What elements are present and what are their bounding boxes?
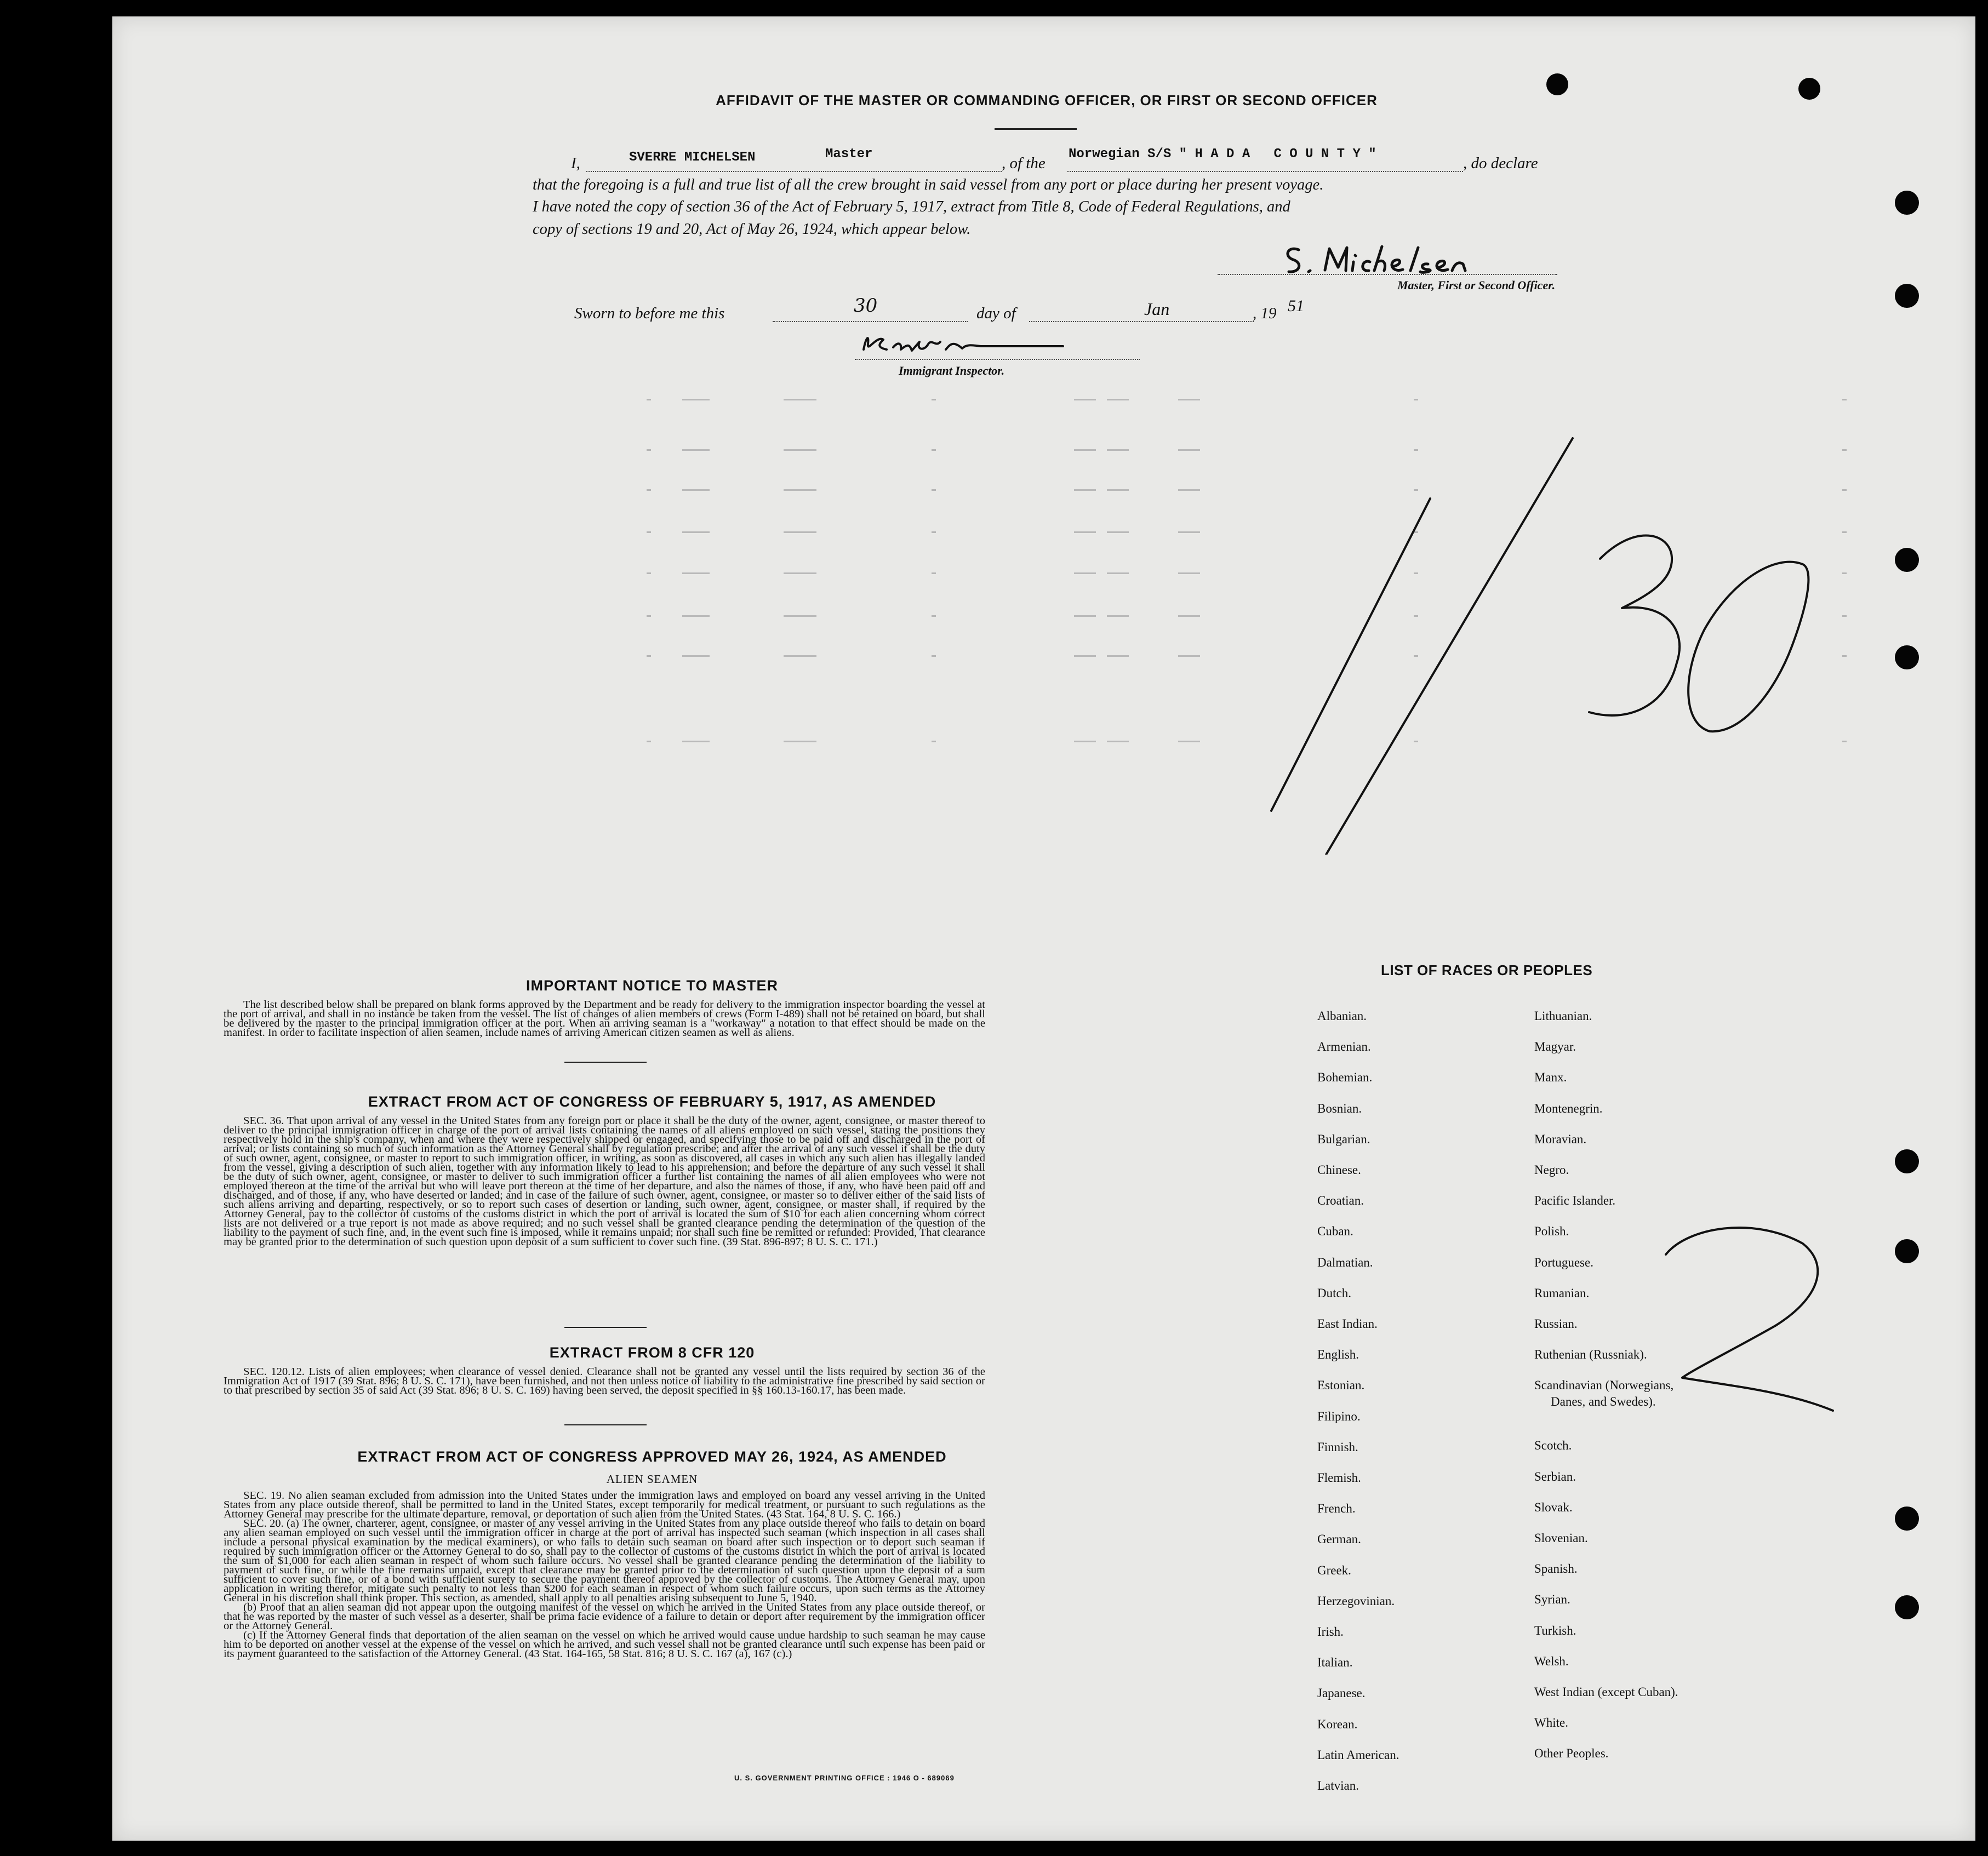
faint-mark [647,489,651,491]
faint-mark [1074,572,1096,574]
faint-mark [647,399,651,400]
faint-mark [1074,399,1096,400]
faint-mark [1074,615,1096,617]
sec-20c-paragraph: (c) If the Attorney General finds that deportation of the alien seaman on the vessel on which he arrived would cause undue hardship to such seaman he may cause him to be deported on another vessel at the expense of the vessel on which he arrived, and such vessel shall not be granted clearance until such expense has been paid or its payment guaranteed to the satisfaction of the Attorney General. (43 Stat. 164-165, 58 Stat. 816; 8 U. S. C. 167 (a), 167 (c).) [224,1629,985,1660]
faint-mark [932,615,936,617]
master-rank: Master [825,147,873,162]
faint-mark [1842,741,1847,742]
faint-mark [1842,615,1847,617]
race-item: Albanian. [1317,1009,1367,1023]
race-item: Pacific Islander. [1534,1194,1616,1208]
race-item: Herzegovinian. [1317,1594,1395,1608]
race-item: Scotch. [1534,1439,1572,1453]
faint-mark [1074,531,1096,533]
faint-mark [1178,655,1200,657]
faint-mark [1842,655,1847,657]
race-item: Lithuanian. [1534,1009,1592,1023]
punch-hole [1895,645,1919,669]
faint-mark [1107,531,1129,533]
faint-mark [647,615,651,617]
faint-mark [784,531,816,533]
race-item: Negro. [1534,1163,1569,1177]
notice-title: IMPORTANT NOTICE TO MASTER [526,977,778,994]
race-item: Cuban. [1317,1224,1353,1239]
faint-mark [682,449,710,451]
ink-blot [1798,78,1820,100]
faint-mark [1178,489,1200,491]
sec-19-paragraph: SEC. 19. No alien seaman excluded from admission into the United States under the immigration laws and employed on board any vessel arriving in the United States from any place outside thereof, shall be permitted to land in the United States, except temporarily for medical treatment, or pursuant to such regulations as the Attorney General may prescribe for the ultimate departure, removal, or deportation of such alien from the United States. (43 Stat. 164, 8 U. S. C. 166.) [224,1490,985,1520]
sworn-label: Sworn to before me this [574,305,725,322]
faint-mark [1107,655,1129,657]
master-name: SVERRE MICHELSEN [629,150,756,165]
race-item: Italian. [1317,1655,1353,1670]
punch-hole [1895,284,1919,308]
faint-mark [1107,741,1129,742]
race-item: Bohemian. [1317,1070,1373,1085]
race-item: Armenian. [1317,1040,1371,1054]
faint-mark [1178,399,1200,400]
race-item: French. [1317,1502,1356,1516]
notice-body [224,1000,985,1038]
faint-mark [1107,399,1129,400]
faint-mark [647,531,651,533]
race-item: Rumanian. [1534,1286,1590,1300]
handwritten-mark-2 [1644,1222,1841,1430]
faint-mark [784,399,816,400]
vessel-name: Norwegian S/S " H A D A C O U N T Y " [1069,147,1376,162]
faint-mark [647,449,651,451]
race-item: Welsh. [1534,1654,1569,1668]
faint-mark [784,489,816,491]
faint-mark [1842,572,1847,574]
race-item: Estonian. [1317,1378,1365,1393]
faint-mark [1414,399,1418,400]
sec-36-paragraph: SEC. 36. That upon arrival of any vessel in the United States from any foreign port or place it shall be the duty of the owner, agent, consignee, or master thereof to deliver to the principal immigration officer in charge of the port of arrival lists containing the names of all aliens employed on such vessel, stating the positions they respectively hold in the ship's company, when and where they were respectively shipped or engaged, and specifying those to be paid off and discharged in the port of arrival; or lists containing so much of such information as the Attorney General shall by regulation prescribe; and after the arrival of any such vessel it shall be the duty of such owner, agent, consignee, or master to report to such immigration officer, in writing, as soon as discovered, all cases in which any such alien has illegally landed from the vessel, giving a description of such alien, together with any information likely to lead to his apprehension; and before the departure of any such vessel it shall be the duty of such owner, agent, consignee, or master to deliver to such immigration officer a further list containing the names of all alien employees who were not employed thereon at the time of the arrival but who will leave port thereon at the time of her departure, and also the names of those, if any, who have been paid off and discharged, and of those, if any, who have deserted or landed; and in case of the failure of such owner, agent, consignee, or master so to deliver either of the said lists of such aliens arriving and departing, respectively, or so to report such cases of desertion or landing, such owner, agent, consignee, or master shall, if required by the Attorney General, pay to the collector of customs of the customs district in which the port of arrival is located the sum of $10 for each alien concerning whom correct lists are not delivered or a true report is not made as above required; and no such vessel shall be granted clearance pending the determination of the question of the liability to the payment of such fine, and, in the event such fine is imposed, while it remains unpaid; nor shall such fine be remitted or refunded: Provided, That clearance may be granted prior to the determination of such question upon deposit of a sum sufficient to cover such fine. (39 Stat. 896-897; 8 U. S. C. 171.) [224,1115,985,1248]
race-item: Danes, and Swedes). [1551,1395,1656,1409]
race-item: Russian. [1534,1317,1578,1331]
declaration-line-2: that the foregoing is a full and true list of all the crew brought in said vessel from any port or place during her present voyage. [533,176,1324,193]
faint-mark [1107,489,1129,491]
extract-8cfr-body [224,1367,985,1395]
faint-mark [932,489,936,491]
race-item: Chinese. [1317,1163,1361,1177]
faint-mark [932,741,936,742]
sec-120-12-paragraph: SEC. 120.12. Lists of alien employees; when clearance of vessel denied. Clearance shall not be granted any vessel until the lists required by section 36 of the Immigration Act of 1917 (39 Stat. 896; 8 U. S. C. 171), have been furnished, and not then unless notice of liability to the administrative fine prescribed by said section or to that prescribed by section 35 of said Act (39 Stat. 896; 8 U. S. C. 169) having been served, the deposit specified in §§ 160.13-160.17, has been made. [224,1366,985,1396]
faint-mark [1074,449,1096,451]
sworn-year: 51 [1288,297,1304,315]
race-item: Slovak. [1534,1500,1573,1514]
notice-paragraph: The list described below shall be prepared on blank forms approved by the Department and be ready for delivery to the immigration inspector boarding the vessel at the port of arrival, and shall in no instance be taken from the vessel. The list of changes of alien members of crews (Form I-489) shall not be retained on board, but shall be delivered by the master to the principal immigration officer at the port. When an arriving seaman is a "workaway" a notation to that effect should be made on the manifest. In order to facilitate inspection of alien seamen, include names of arriving American citizen seamen as well as aliens. [224,999,985,1039]
faint-mark [682,741,710,742]
sworn-month-line [1029,321,1254,322]
extract-1917-body [224,1116,985,1247]
master-name-line [586,171,1002,172]
race-item: Portuguese. [1534,1255,1593,1269]
faint-mark [1178,741,1200,742]
punch-hole [1895,1239,1919,1263]
sworn-day-line [773,321,968,322]
faint-mark [1074,489,1096,491]
faint-mark [647,741,651,742]
faint-mark [682,572,710,574]
race-item: Bulgarian. [1317,1132,1370,1146]
race-item: Filipino. [1317,1409,1361,1423]
faint-mark [682,531,710,533]
faint-mark [784,572,816,574]
race-item: Other Peoples. [1534,1746,1609,1761]
faint-mark [784,615,816,617]
race-item: Dalmatian. [1317,1255,1373,1269]
race-item: Croatian. [1317,1194,1364,1208]
sec-20b-paragraph: (b) Proof that an alien seaman did not appear upon the outgoing manifest of the vessel on which he arrived in the United States from any place outside thereof, or that he was reported by the master of such vessel as a deserter, shall be prima facie evidence of a failure to detain or deport after requirement by the immigration officer or the Attorney General. [224,1601,985,1632]
race-item: Latin American. [1317,1748,1399,1762]
sworn-month: Jan [1144,299,1170,319]
faint-mark [1178,572,1200,574]
declaration-i: I, [571,154,580,172]
faint-mark [1074,655,1096,657]
faint-mark [682,489,710,491]
faint-mark [1074,741,1096,742]
day-of-label: day of [976,305,1016,322]
faint-mark [682,399,710,400]
alien-seamen-subtitle: ALIEN SEAMEN [606,1473,698,1486]
race-item: Turkish. [1534,1623,1576,1637]
race-item: Japanese. [1317,1686,1366,1700]
faint-mark [932,572,936,574]
title-rule [995,128,1077,130]
signature-line [1218,274,1557,275]
race-item: Moravian. [1534,1132,1587,1146]
faint-mark [932,655,936,657]
punch-hole [1895,1595,1919,1619]
race-item: Irish. [1317,1625,1344,1639]
races-title: LIST OF RACES OR PEOPLES [1381,962,1593,978]
race-item: Magyar. [1534,1040,1576,1054]
race-item: Dutch. [1317,1286,1351,1300]
race-item: Ruthenian (Russniak). [1534,1348,1647,1362]
faint-mark [1842,489,1847,491]
section-rule [564,1327,647,1328]
inspector-signature [855,328,1069,360]
race-item: Spanish. [1534,1562,1578,1576]
race-item: Scandinavian (Norwegians, [1534,1378,1674,1393]
faint-mark [1107,572,1129,574]
faint-mark [1842,531,1847,533]
declaration-line-3: I have noted the copy of section 36 of the Act of February 5, 1917, extract from Title 8, Code of Federal Regulations, and [533,198,1290,215]
faint-mark [1178,449,1200,451]
declaration-line-4: copy of sections 19 and 20, Act of May 26, 1924, which appear below. [533,221,971,238]
section-rule [564,1062,647,1063]
inspector-caption: Immigrant Inspector. [899,364,1005,377]
race-item: White. [1534,1716,1568,1730]
punch-hole [1895,1506,1919,1531]
faint-mark [1842,399,1847,400]
faint-mark [1178,615,1200,617]
extract-8cfr-title: EXTRACT FROM 8 CFR 120 [549,1344,755,1361]
race-item: Polish. [1534,1224,1569,1239]
race-item: Korean. [1317,1717,1358,1731]
of-the-label: , of the [1002,154,1046,172]
race-item: Manx. [1534,1070,1567,1085]
race-item: East Indian. [1317,1317,1378,1331]
faint-mark [682,655,710,657]
faint-mark [647,655,651,657]
year-prefix: , 19 [1253,305,1277,322]
vessel-line [1067,171,1463,172]
faint-mark [932,399,936,400]
race-item: English. [1317,1348,1359,1362]
faint-mark [1107,615,1129,617]
do-declare-label: , do declare [1463,154,1538,172]
race-item: Serbian. [1534,1469,1576,1483]
extract-1924-body [224,1491,985,1659]
race-item: Latvian. [1317,1779,1359,1792]
faint-mark [682,615,710,617]
faint-mark [1842,449,1847,451]
faint-mark [932,449,936,451]
extract-1917-title: EXTRACT FROM ACT OF CONGRESS OF FEBRUARY 5, 1917, AS AMENDED [368,1093,936,1110]
section-rule [564,1424,647,1425]
faint-mark [1107,449,1129,451]
race-item: Finnish. [1317,1440,1358,1454]
master-caption: Master, First or Second Officer. [1397,278,1556,292]
punch-hole [1895,548,1919,572]
race-item: Bosnian. [1317,1101,1362,1115]
race-item: Greek. [1317,1563,1351,1577]
faint-mark [784,449,816,451]
master-signature [1277,240,1485,278]
race-item: Slovenian. [1534,1531,1588,1545]
extract-1924-title: EXTRACT FROM ACT OF CONGRESS APPROVED MAY 26, 1924, AS AMENDED [357,1448,947,1465]
faint-mark [1178,531,1200,533]
sec-20a-paragraph: SEC. 20. (a) The owner, charterer, agent, consignee, or master of any vessel arriving in the United States from any place outside thereof who fails to detain on board any alien seaman employed on such vessel until the immigration officer in charge at the port of arrival has inspected such seaman (which inspection in all cases shall include a personal physical examination by the medical examiners), or who fails to detain such seaman on board after such inspection or to deport such seaman if required by such immigration officer or the Attorney General to do so, shall pay to the collector of customs of the customs district in which the port of arrival is located the sum of $1,000 for each alien seaman in respect of whom such failure occurs. No vessel shall be granted clearance pending the determination of the liability to payment of such fine, or while the fine remains unpaid, except that clearance may be granted prior to the determination of such question upon the deposit of a sum sufficient to cover such fine, or of a bond with sufficient surety to secure the payment thereof approved by the collector of customs. The Attorney General may, upon application in writing therefor, mitigate such penalty to not less than $200 for each seaman in respect of whom such failure occurs, upon such terms as the Attorney General in his discretion shall think proper. This section, as amended, shall apply to all penalties arising subsequent to June 5, 1940. [224,1517,985,1604]
race-item: German. [1317,1532,1361,1546]
printer-imprint: U. S. GOVERNMENT PRINTING OFFICE : 1946 O - 689069 [734,1774,955,1782]
faint-mark [784,741,816,742]
race-item: Flemish. [1317,1471,1361,1485]
affidavit-title: AFFIDAVIT OF THE MASTER OR COMMANDING OFFICER, OR FIRST OR SECOND OFFICER [716,92,1378,108]
punch-hole [1895,1149,1919,1173]
sworn-day: 30 [854,295,878,317]
handwritten-count-1-30 [1249,416,1841,855]
punch-hole [1895,191,1919,215]
faint-mark [647,572,651,574]
inspector-line [855,359,1140,360]
race-item: West Indian (except Cuban). [1534,1685,1678,1699]
faint-mark [784,655,816,657]
faint-mark [932,531,936,533]
race-item: Montenegrin. [1534,1101,1603,1115]
ink-blot [1546,73,1568,95]
race-item: Syrian. [1534,1593,1570,1607]
